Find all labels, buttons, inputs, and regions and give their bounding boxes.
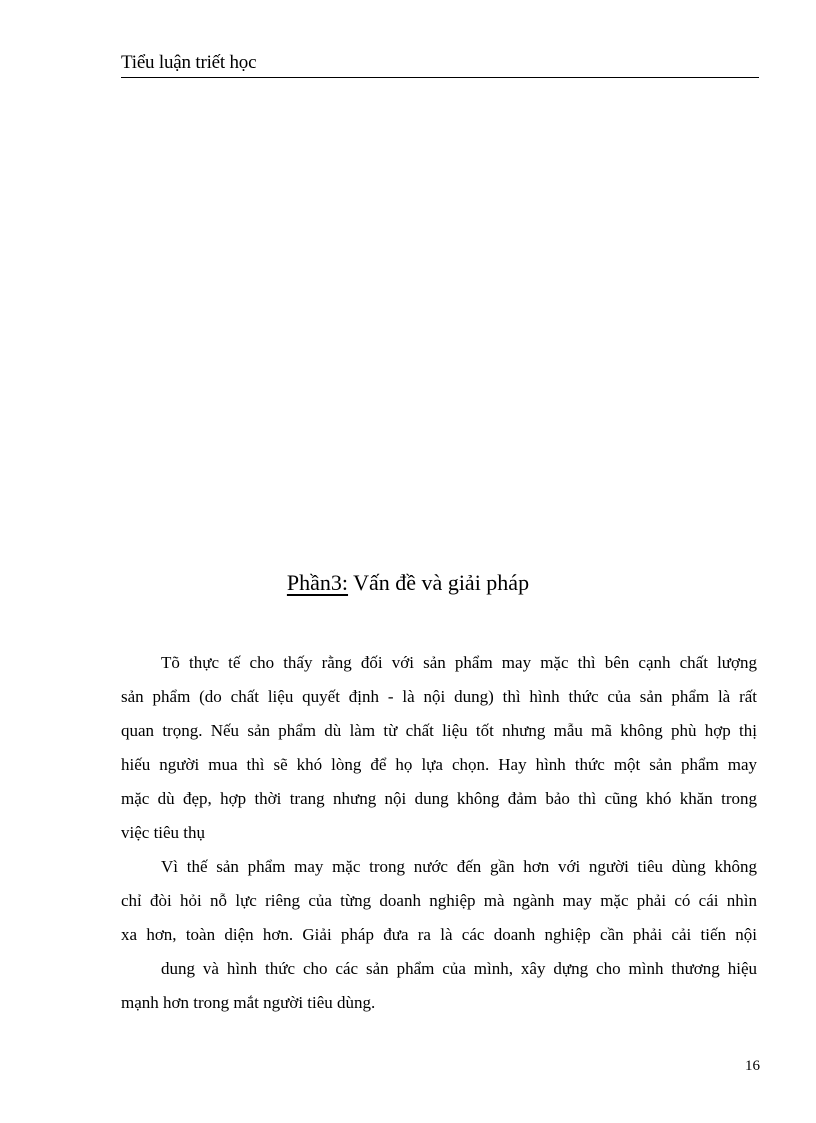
- page-number: 16: [745, 1058, 760, 1074]
- paragraph-line: Vì thế sản phẩm may mặc trong nước đến gần hơn với người tiêu dùng không: [161, 857, 757, 876]
- section-title-text: Vấn đề và giải pháp: [348, 570, 530, 595]
- paragraph-line: mạnh hơn trong mắt người tiêu dùng.: [121, 993, 376, 1012]
- section-title: [0, 569, 816, 597]
- paragraph-line: mặc dù đẹp, hợp thời trang nhưng nội dung không đảm bảo thì cũng khó khăn trong: [121, 789, 757, 808]
- paragraph-line: quan trọng. Nếu sản phẩm dù làm từ chất liệu tốt nhưng mẫu mã không phù hợp thị: [121, 721, 757, 740]
- paragraph-2: [121, 850, 757, 1020]
- body-text: [121, 646, 757, 1020]
- paragraph-line: xa hơn, toàn diện hơn. Giải pháp đưa ra là các doanh nghiệp cần phải cải tiến nội: [121, 925, 757, 944]
- paragraph-line: sản phẩm (do chất liệu quyết định - là nội dung) thì hình thức của sản phẩm là rất: [121, 687, 757, 706]
- section-title-prefix: Phần3:: [286, 570, 349, 595]
- header-title: Tiểu luận triết học: [121, 52, 257, 73]
- paragraph-line: việc tiêu thụ: [121, 823, 206, 842]
- paragraph-line: Tõ thực tế cho thấy rằng đối với sản phẩm may mặc thì bên cạnh chất lượng: [161, 653, 757, 672]
- paragraph-line: dung và hình thức cho các sản phẩm của mình, xây dựng cho mình thương hiệu: [161, 959, 757, 978]
- paragraph-line: chỉ đòi hỏi nỗ lực riêng của từng doanh nghiệp mà ngành may mặc phải có cái nhìn: [121, 891, 757, 910]
- paragraph-1: [121, 646, 757, 850]
- paragraph-line: hiếu người mua thì sẽ khó lòng để họ lựa chọn. Hay hình thức một sản phẩm may: [121, 755, 757, 774]
- page-header: [121, 53, 759, 78]
